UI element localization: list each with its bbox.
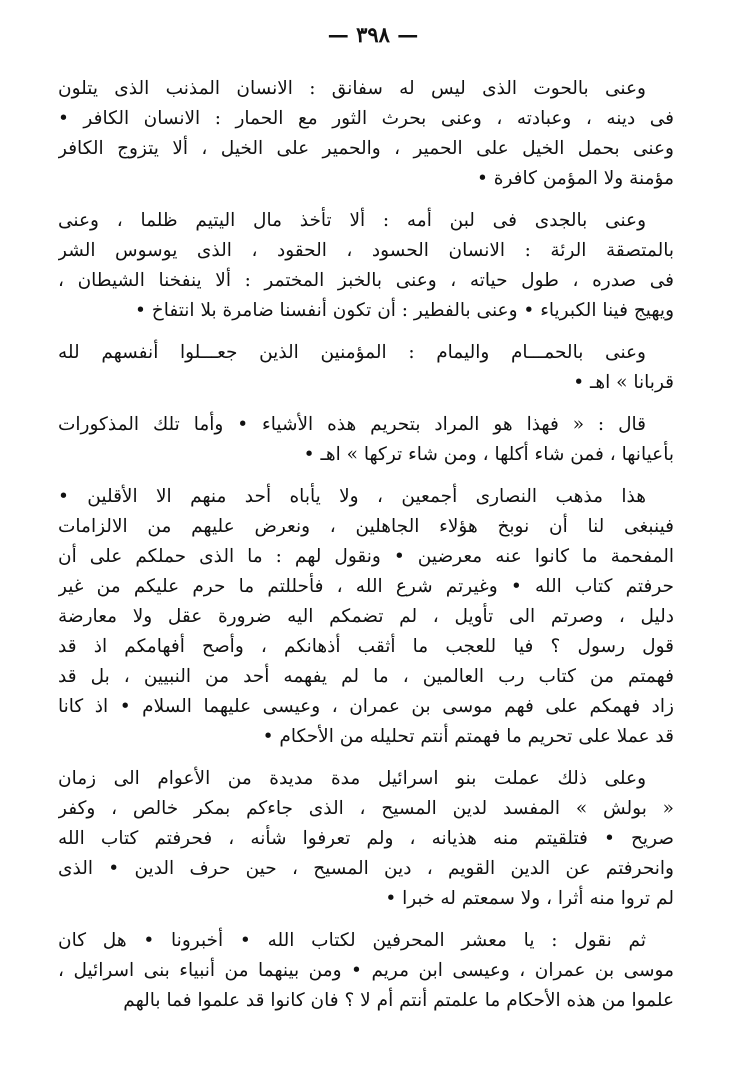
text-line: وعلى ذلك عملت بنو اسرائيل مدة مديدة من الأعوام الى زمان (58, 768, 646, 789)
text-line: صريح • فتلقيتم منه هذيانه ، ولم تعرفوا شأنه ، فحرفتم كتاب الله (58, 828, 674, 849)
text-line: ويهيج فينا الكبرياء • وعنى بالفطير : أن تكون أنفسنا ضامرة بلا انتفاخ • (134, 300, 674, 321)
text-line: قربانا » اهـ • (573, 372, 674, 393)
text-line: فهمتم من كتاب رب العالمين ، ما لم يفهمه أحد من النبيين ، بل قد (58, 666, 674, 687)
paragraph-gap (58, 914, 674, 926)
text-line: وانحرفتم عن الدين القويم ، دين المسيح ، حين حرف الدين • الذى (58, 858, 674, 879)
text-line: علموا من هذه الأحكام ما علمتم أنتم أم لا ؟ فان كانوا قد علموا فما بالهم (123, 990, 674, 1011)
text-line: وعنى بالحمـــام واليمام : المؤمنين الذين جعـــلوا أنفسهم لله (58, 342, 646, 363)
text-line: هذا مذهب النصارى أجمعين ، ولا يأباه أحد منهم الا الأقلين • (58, 486, 646, 507)
paragraph (58, 74, 674, 194)
paragraph (58, 482, 674, 752)
text-line: دليل ، وصرتم الى تأويل ، لم تضمكم اليه ضرورة عقل ولا معارضة (58, 606, 674, 627)
text-line: ثم نقول : يا معشر المحرفين لكتاب الله • أخبرونا • هل كان (58, 930, 646, 951)
text-line: لم تروا منه أثرا ، ولا سمعتم له خبرا • (385, 888, 674, 909)
body-text (58, 74, 674, 1016)
text-line: بأعيانها ، فمن شاء أكلها ، ومن شاء تركها » اهـ • (303, 444, 674, 465)
paragraph (58, 410, 674, 470)
paragraph (58, 926, 674, 1016)
text-line: بالمتصقة الرئة : الانسان الحسود ، الحقود ، الذى يوسوس الشر (58, 240, 674, 261)
text-line: المفحمة ما كانوا عنه معرضين • ونقول لهم : ما الذى حملكم على أن (58, 546, 674, 567)
text-line: قول رسول ؟ فيا للعجب ما أثقب أذهانكم ، وأصح أفهامكم اذ قد (58, 636, 674, 657)
text-line: حرفتم كتاب الله • وغيرتم شرع الله ، فأحللتم ما حرم عليكم من غير (58, 576, 674, 597)
text-line: مؤمنة ولا المؤمن كافرة • (476, 168, 674, 189)
text-line: موسى بن عمران ، وعيسى ابن مريم • ومن بينهما من أنبياء بنى اسرائيل ، (58, 960, 674, 981)
paragraph (58, 338, 674, 398)
page-number: — ٣٩٨ — (327, 22, 419, 47)
paragraph-gap (58, 398, 674, 410)
text-line: قد عملا على تحريم ما فهمتم أنتم تحليله من الأحكام • (262, 726, 674, 747)
text-line: وعنى بحمل الخيل على الحمير ، والحمير على الخيل ، ألا يتزوج الكافر (58, 138, 674, 159)
text-line: قال : « فهذا هو المراد بتحريم هذه الأشياء • وأما تلك المذكورات (58, 414, 646, 435)
paragraph-gap (58, 752, 674, 764)
paragraph-gap (58, 470, 674, 482)
text-line: فى دينه ، وعبادته ، وعنى بحرث الثور مع الحمار : الانسان الكافر • (58, 108, 674, 129)
text-line: فى صدره ، طول حياته ، وعنى بالخبز المختمر : ألا ينفخنا الشيطان ، (58, 270, 674, 291)
paragraph (58, 764, 674, 914)
paragraph-gap (58, 194, 674, 206)
paragraph (58, 206, 674, 326)
text-line: « بولش » المفسد لدين المسيح ، الذى جاءكم بمكر خالص ، وكفر (58, 798, 674, 819)
text-line: زاد فهمكم على فهم موسى بن عمران ، وعيسى عليهما السلام • اذ كانا (58, 696, 674, 717)
paragraph-gap (58, 326, 674, 338)
text-line: فينبغى لنا أن نوبخ هؤلاء الجاهلين ، ونعرض عليهم من الالزامات (58, 516, 674, 537)
text-line: وعنى بالجدى فى لبن أمه : ألا تأخذ مال اليتيم ظلما ، وعنى (58, 210, 646, 231)
text-line: وعنى بالحوت الذى ليس له سفانق : الانسان المذنب الذى يتلون (58, 78, 646, 99)
